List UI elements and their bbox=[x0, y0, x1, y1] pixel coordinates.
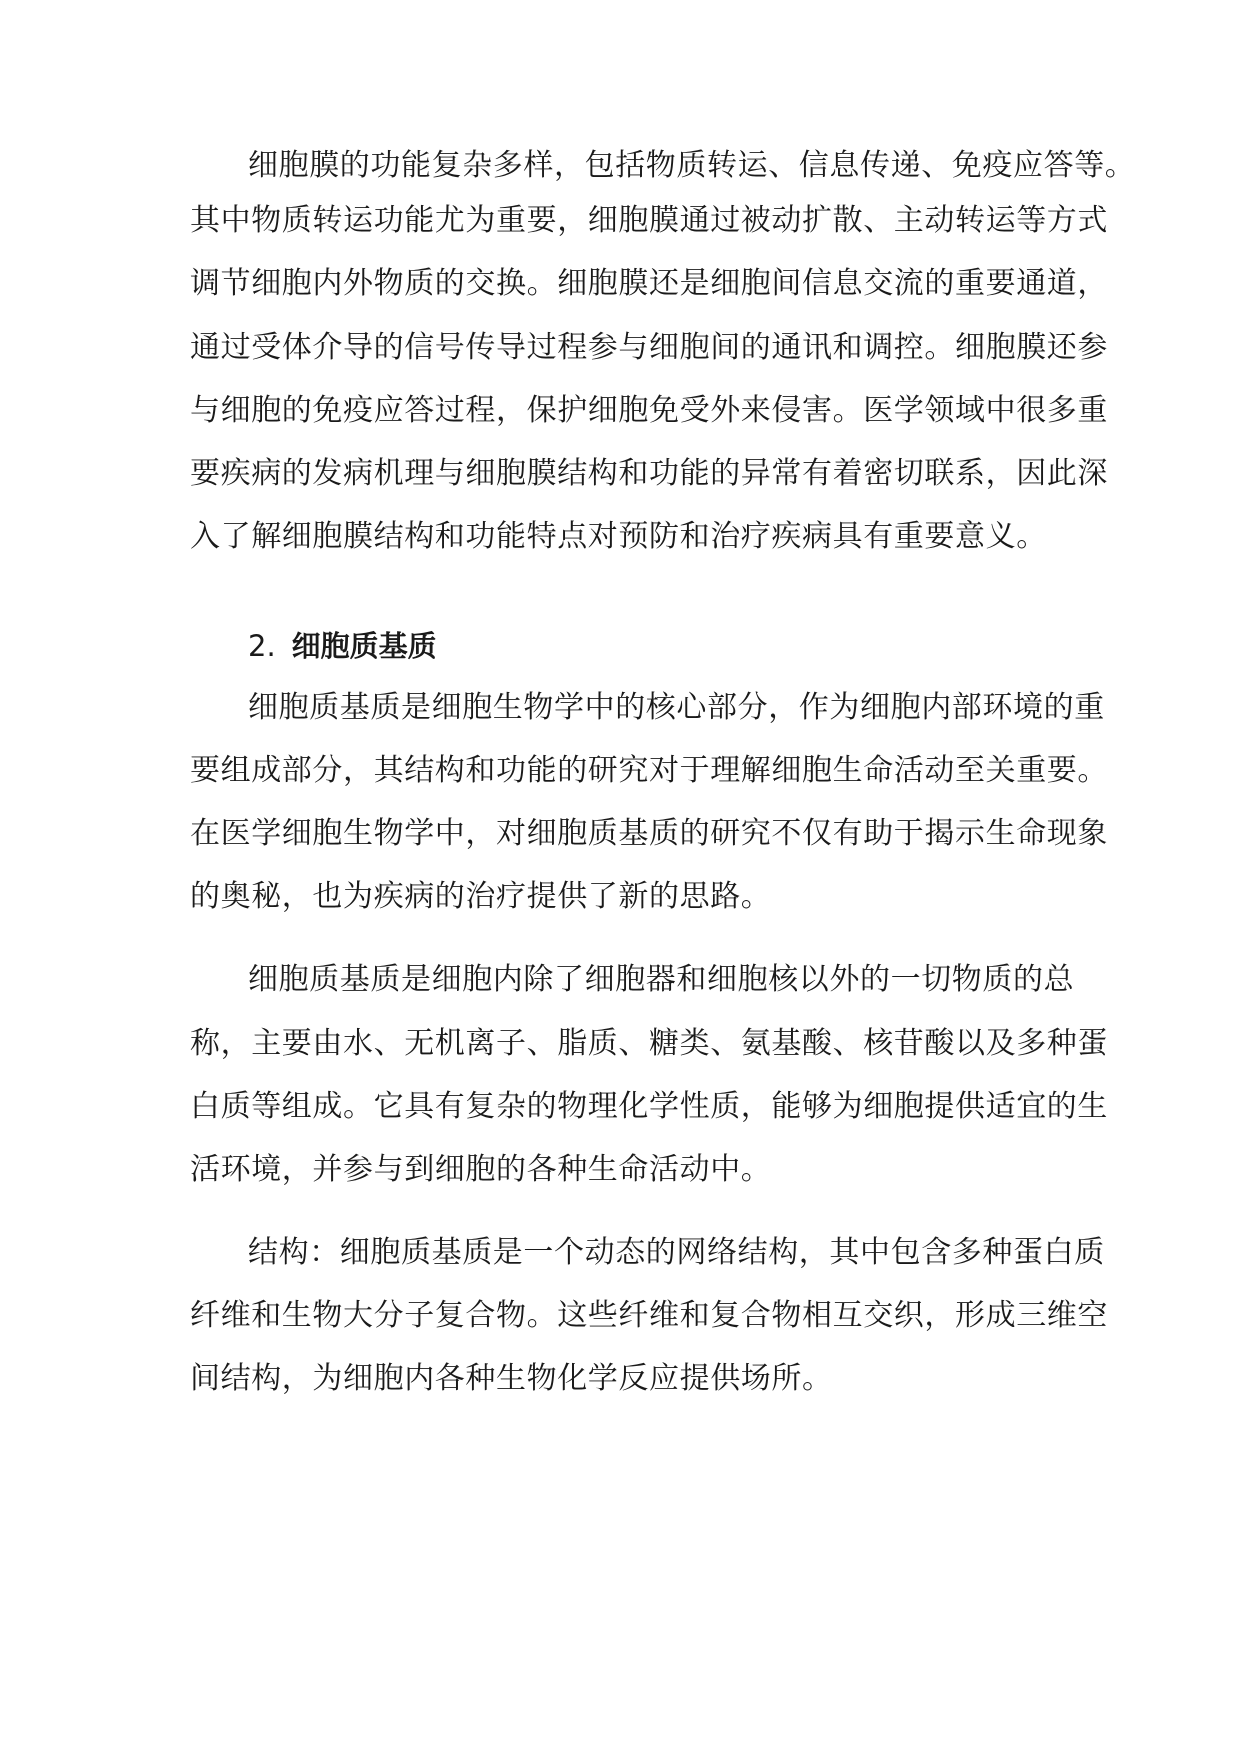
text-line: 结构：细胞质基质是一个动态的网络结构，其中包含多种蛋白质 bbox=[248, 1235, 1105, 1270]
text-line: 细胞质基质是细胞生物学中的核心部分，作为细胞内部环境的重 bbox=[248, 690, 1105, 725]
text-line: 入了解细胞膜结构和功能特点对预防和治疗疾病具有重要意义。 bbox=[190, 519, 1047, 554]
text-line: 其中物质转运功能尤为重要，细胞膜通过被动扩散、主动转运等方式 bbox=[190, 203, 1108, 238]
text-line: 通过受体介导的信号传导过程参与细胞间的通讯和调控。细胞膜还参 bbox=[190, 330, 1108, 365]
section-number: 2. bbox=[248, 629, 276, 663]
text-line: 与细胞的免疫应答过程，保护细胞免受外来侵害。医学领域中很多重 bbox=[190, 393, 1108, 428]
section-heading bbox=[248, 626, 437, 666]
text-line: 白质等组成。它具有复杂的物理化学性质，能够为细胞提供适宜的生 bbox=[190, 1089, 1108, 1124]
text-line: 细胞质基质是细胞内除了细胞器和细胞核以外的一切物质的总 bbox=[248, 962, 1075, 997]
text-line: 调节细胞内外物质的交换。细胞膜还是细胞间信息交流的重要通道， bbox=[190, 266, 1108, 301]
section-title: 细胞质基质 bbox=[291, 629, 437, 663]
text-line: 纤维和生物大分子复合物。这些纤维和复合物相互交织，形成三维空 bbox=[190, 1298, 1108, 1333]
text-line: 在医学细胞生物学中，对细胞质基质的研究不仅有助于揭示生命现象 bbox=[190, 816, 1108, 851]
text-line: 活环境，并参与到细胞的各种生命活动中。 bbox=[190, 1152, 772, 1187]
text-line: 称，主要由水、无机离子、脂质、糖类、氨基酸、核苷酸以及多种蛋 bbox=[190, 1026, 1108, 1061]
text-line: 要组成部分，其结构和功能的研究对于理解细胞生命活动至关重要。 bbox=[190, 753, 1108, 788]
text-line: 的奥秘，也为疾病的治疗提供了新的思路。 bbox=[190, 879, 772, 914]
text-line: 间结构，为细胞内各种生物化学反应提供场所。 bbox=[190, 1361, 833, 1396]
text-line: 细胞膜的功能复杂多样，包括物质转运、信息传递、免疫应答等。 bbox=[248, 148, 1136, 183]
text-line: 要疾病的发病机理与细胞膜结构和功能的异常有着密切联系，因此深 bbox=[190, 456, 1108, 491]
